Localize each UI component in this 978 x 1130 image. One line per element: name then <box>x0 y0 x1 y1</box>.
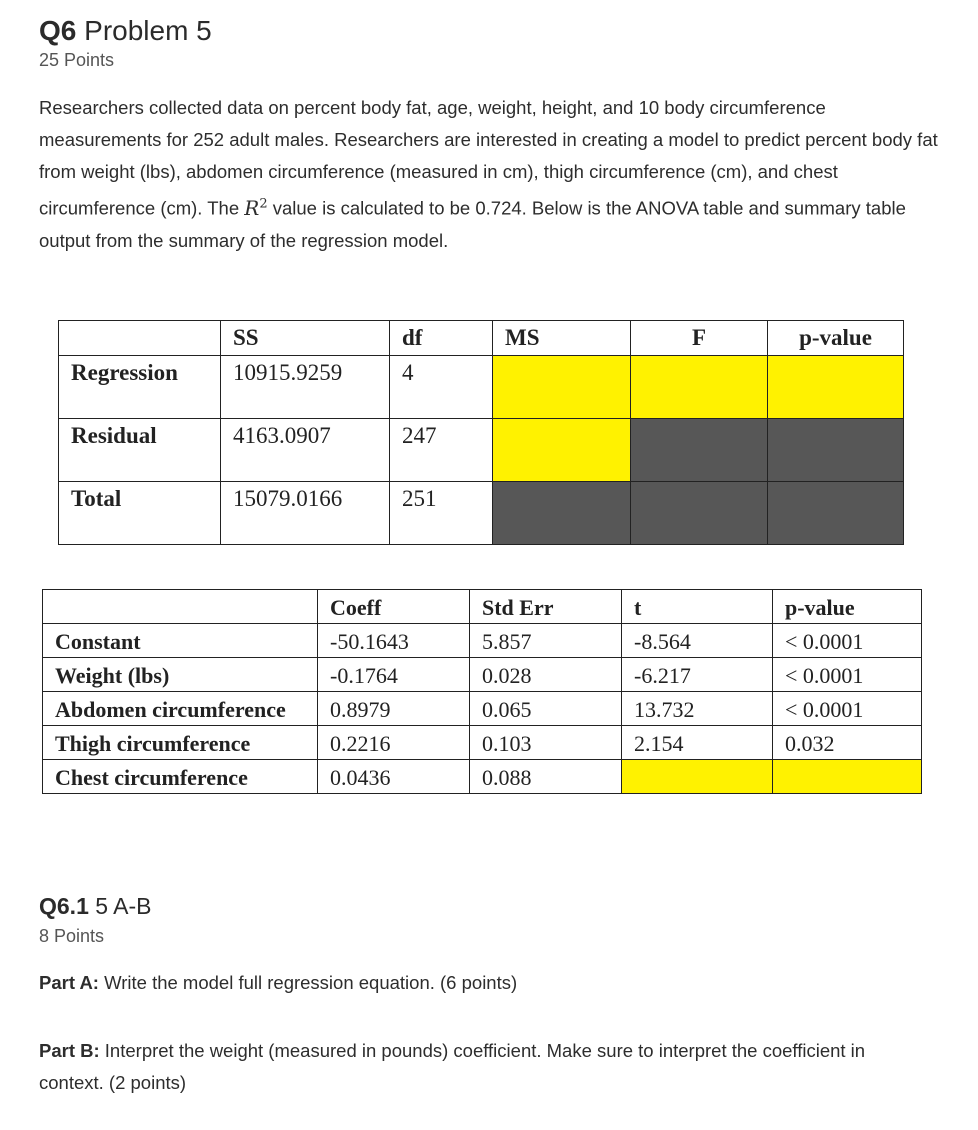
coef-row-weight <box>43 658 922 692</box>
anova-cell-shaded <box>768 482 904 545</box>
coef-cell-coeff: 0.8979 <box>318 692 470 726</box>
question-number: Q6 <box>39 15 77 46</box>
coef-cell-coeff: -0.1764 <box>318 658 470 692</box>
coefficient-table <box>42 589 922 794</box>
coef-row-thigh <box>43 726 922 760</box>
coef-cell-coeff: 0.2216 <box>318 726 470 760</box>
coef-cell-stderr: 5.857 <box>470 624 622 658</box>
part-a-text: Write the model full regression equation. (6 points) <box>98 972 518 993</box>
anova-row-label: Total <box>59 482 221 545</box>
coef-row-abdomen <box>43 692 922 726</box>
anova-cell-ss: 10915.9259 <box>221 356 390 419</box>
anova-cell-df: 251 <box>390 482 493 545</box>
subquestion-title <box>39 893 152 920</box>
anova-cell-shaded <box>631 482 768 545</box>
coef-cell-stderr: 0.065 <box>470 692 622 726</box>
coef-cell-t: 2.154 <box>622 726 773 760</box>
coef-cell-t: 13.732 <box>622 692 773 726</box>
description-text-2: value is calculated to be 0.724. Below is the ANOVA table and summary table output from the summary of the regression model. <box>39 197 906 251</box>
coef-header-stderr: Std Err <box>470 590 622 624</box>
coef-cell-pvalue: 0.032 <box>773 726 922 760</box>
anova-cell-f-blank <box>631 356 768 419</box>
coef-row-label: Weight (lbs) <box>43 658 318 692</box>
coefficient-table-image <box>39 585 929 821</box>
question-points: 25 Points <box>39 50 115 70</box>
question-description <box>39 92 939 257</box>
part-a-label: Part A: <box>39 972 99 993</box>
anova-row-total <box>59 482 904 545</box>
coef-cell-coeff: -50.1643 <box>318 624 470 658</box>
part-b-text: Interpret the weight (measured in pounds) coefficient. Make sure to interpret the coefficient in context. (2 points) <box>39 1040 866 1093</box>
coef-cell-stderr: 0.103 <box>470 726 622 760</box>
anova-cell-shaded <box>631 419 768 482</box>
anova-header-row <box>59 321 904 356</box>
coef-cell-coeff: 0.0436 <box>318 760 470 794</box>
anova-cell-ms-blank <box>493 356 631 419</box>
coef-header-empty <box>43 590 318 624</box>
question-title <box>39 15 212 47</box>
anova-row-label: Residual <box>59 419 221 482</box>
anova-cell-shaded <box>493 482 631 545</box>
anova-cell-df: 247 <box>390 419 493 482</box>
question-title-text: Problem 5 <box>84 15 212 46</box>
coef-header-t: t <box>622 590 773 624</box>
coef-header-pvalue: p-value <box>773 590 922 624</box>
coef-row-constant <box>43 624 922 658</box>
anova-row-regression <box>59 356 904 419</box>
part-b-label: Part B: <box>39 1040 100 1061</box>
anova-header-ss: SS <box>221 321 390 356</box>
anova-header-ms: MS <box>493 321 631 356</box>
anova-row-label: Regression <box>59 356 221 419</box>
r-squared-symbol <box>244 196 267 220</box>
coef-cell-t: -8.564 <box>622 624 773 658</box>
subquestion-title-text: 5 A-B <box>95 893 152 919</box>
coef-row-label: Abdomen circumference <box>43 692 318 726</box>
coef-header-coeff: Coeff <box>318 590 470 624</box>
anova-header-empty <box>59 321 221 356</box>
anova-cell-pvalue-blank <box>768 356 904 419</box>
anova-table-image <box>52 316 942 570</box>
anova-cell-ms-blank <box>493 419 631 482</box>
coef-cell-t: -6.217 <box>622 658 773 692</box>
subquestion-points: 8 Points <box>39 926 105 946</box>
coef-cell-stderr: 0.028 <box>470 658 622 692</box>
coef-cell-pvalue: < 0.0001 <box>773 692 922 726</box>
coef-row-chest <box>43 760 922 794</box>
coef-row-label: Constant <box>43 624 318 658</box>
anova-cell-ss: 4163.0907 <box>221 419 390 482</box>
anova-header-df: df <box>390 321 493 356</box>
anova-header-f: F <box>631 321 768 356</box>
coef-row-label: Chest circumference <box>43 760 318 794</box>
description-text-1: Researchers collected data on percent body fat, age, weight, height, and 10 body circumference measurements for 252 adult males. Researchers are interested in creating a model to predict percent body fat from weight (lbs), abdomen circumference (measured in cm), thigh circumference (cm), and chest circumference (cm). The <box>39 97 938 219</box>
coef-cell-pvalue: < 0.0001 <box>773 624 922 658</box>
coef-cell-pvalue-blank <box>773 760 922 794</box>
anova-cell-df: 4 <box>390 356 493 419</box>
coef-cell-stderr: 0.088 <box>470 760 622 794</box>
anova-row-residual <box>59 419 904 482</box>
anova-cell-ss: 15079.0166 <box>221 482 390 545</box>
part-a-prompt <box>39 972 517 994</box>
coef-cell-t-blank <box>622 760 773 794</box>
part-b-prompt <box>39 1035 919 1099</box>
subquestion-number: Q6.1 <box>39 893 89 919</box>
r-symbol: R <box>244 195 260 220</box>
anova-cell-shaded <box>768 419 904 482</box>
coef-cell-pvalue: < 0.0001 <box>773 658 922 692</box>
anova-table <box>58 320 904 545</box>
coef-header-row <box>43 590 922 624</box>
anova-header-pvalue: p-value <box>768 321 904 356</box>
r-exponent: 2 <box>259 196 268 211</box>
coef-row-label: Thigh circumference <box>43 726 318 760</box>
